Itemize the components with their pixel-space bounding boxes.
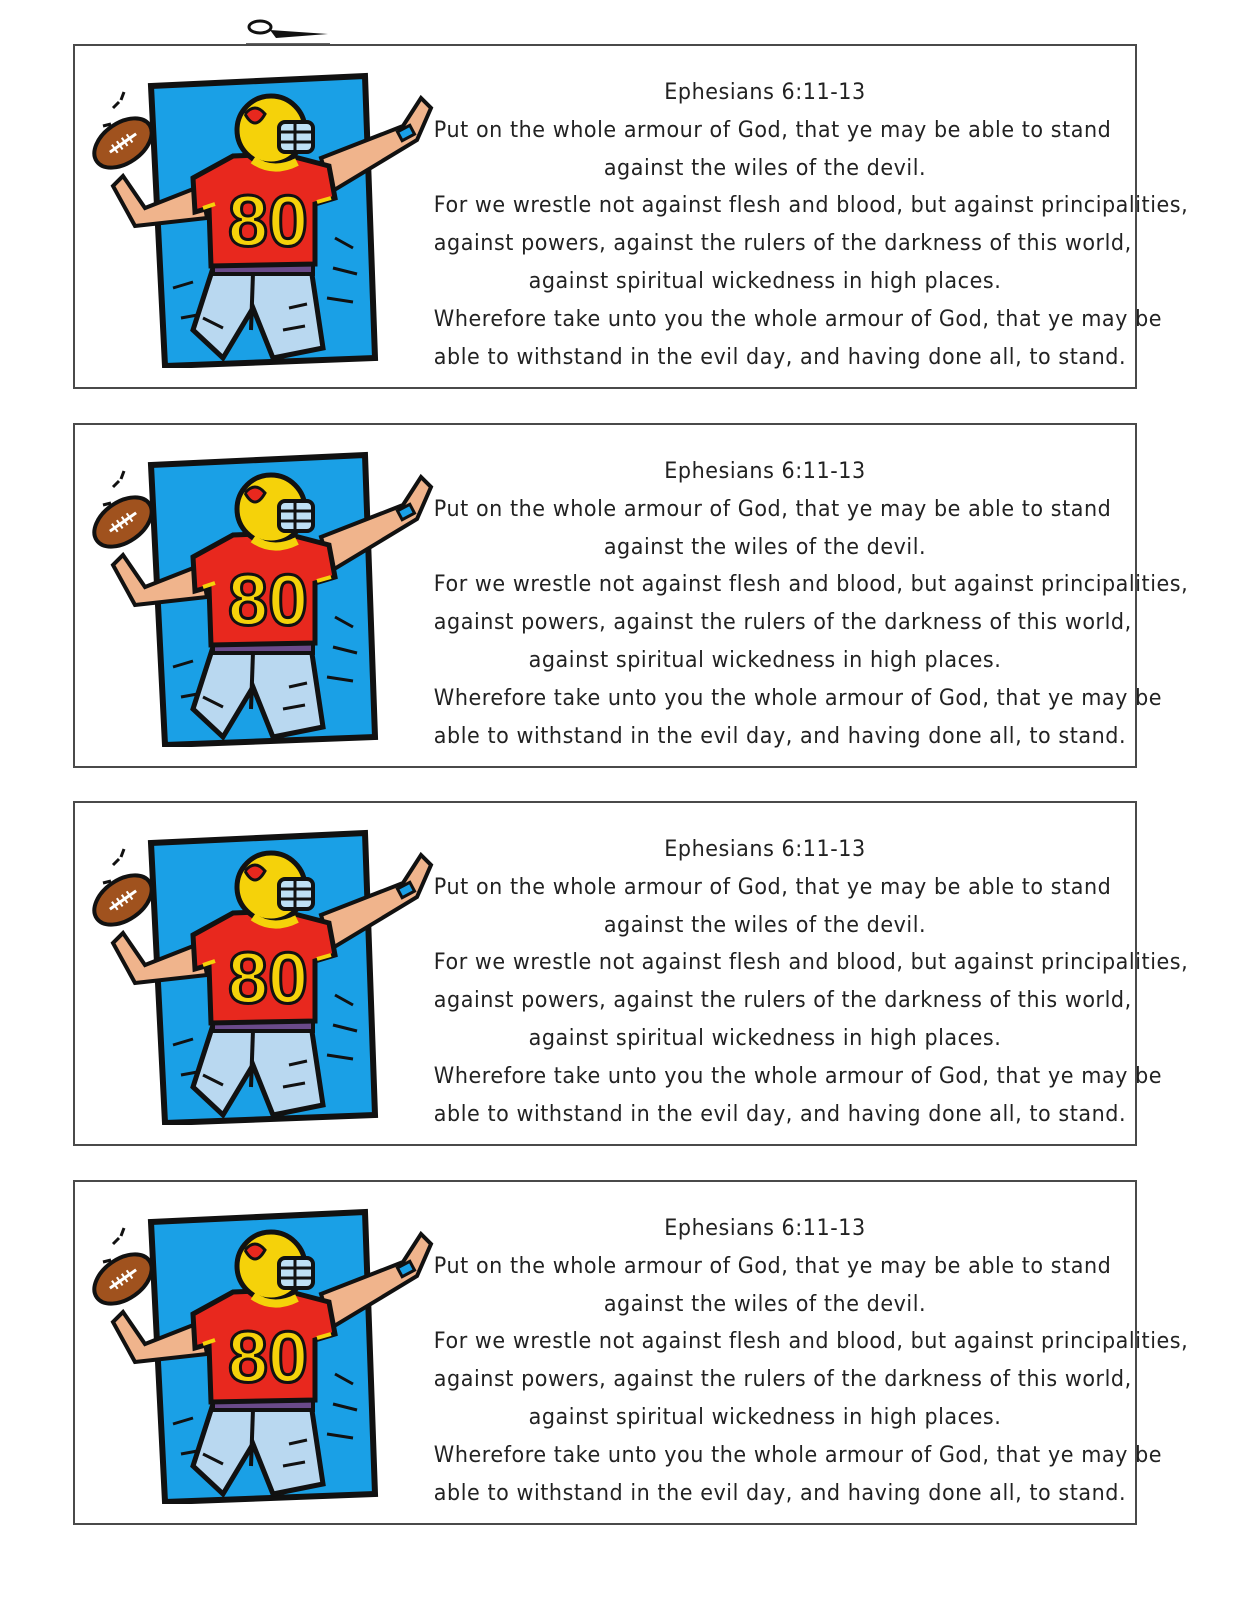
verse-line: able to withstand in the evil day, and having done all, to stand. — [433, 1100, 1127, 1127]
football-player-illustration — [83, 68, 443, 368]
verse-line: Wherefore take unto you the whole armour of God, that ye may be — [433, 684, 1163, 711]
verse-line: able to withstand in the evil day, and having done all, to stand. — [433, 722, 1127, 749]
verse-reference: Ephesians 6:11-13 — [664, 1215, 866, 1241]
verse-line: Wherefore take unto you the whole armour of God, that ye may be — [433, 1062, 1163, 1089]
verse-line: against spiritual wickedness in high places. — [528, 1403, 1002, 1430]
verse-line: For we wrestle not against flesh and blood, but against principalities, — [433, 949, 1189, 976]
svg-text:80: 80 — [227, 939, 309, 1019]
verse-line: against spiritual wickedness in high places. — [528, 646, 1002, 673]
verse-card-3 — [73, 801, 1189, 1146]
verse-line: Wherefore take unto you the whole armour of God, that ye may be — [433, 1441, 1163, 1468]
verse-line: against the wiles of the devil. — [603, 533, 927, 560]
verse-line: against powers, against the rulers of the darkness of this world, — [433, 1366, 1132, 1393]
verse-line: For we wrestle not against flesh and blood, but against principalities, — [433, 1328, 1189, 1355]
svg-text:80: 80 — [227, 1318, 309, 1398]
verse-line: For we wrestle not against flesh and blood, but against principalities, — [433, 571, 1189, 598]
svg-text:80: 80 — [227, 561, 309, 641]
verse-card-1 — [73, 44, 1189, 389]
verse-line: Wherefore take unto you the whole armour of God, that ye may be — [433, 305, 1163, 332]
football-player-illustration — [83, 1204, 443, 1504]
verse-text — [433, 74, 1189, 376]
verse-line: Put on the whole armour of God, that ye may be able to stand — [433, 873, 1112, 900]
verse-card-2 — [73, 423, 1189, 768]
verse-text — [433, 831, 1189, 1133]
football-player-illustration — [83, 825, 443, 1125]
verse-line: against the wiles of the devil. — [603, 1290, 927, 1317]
verse-reference: Ephesians 6:11-13 — [664, 836, 866, 862]
verse-line: against powers, against the rulers of the darkness of this world, — [433, 987, 1132, 1014]
football-player-illustration — [83, 447, 443, 747]
verse-text — [433, 1210, 1189, 1512]
verse-line: Put on the whole armour of God, that ye may be able to stand — [433, 1252, 1112, 1279]
verse-line: able to withstand in the evil day, and having done all, to stand. — [433, 1479, 1127, 1506]
verse-reference: Ephesians 6:11-13 — [664, 458, 866, 484]
verse-line: against spiritual wickedness in high places. — [528, 1024, 1002, 1051]
verse-reference: Ephesians 6:11-13 — [664, 79, 866, 105]
svg-text:80: 80 — [227, 182, 309, 262]
verse-card-4 — [73, 1180, 1189, 1525]
verse-line: against the wiles of the devil. — [603, 154, 927, 181]
verse-line: For we wrestle not against flesh and blood, but against principalities, — [433, 192, 1189, 219]
verse-line: able to withstand in the evil day, and having done all, to stand. — [433, 343, 1127, 370]
verse-line: against powers, against the rulers of the darkness of this world, — [433, 609, 1132, 636]
verse-line: against the wiles of the devil. — [603, 911, 927, 938]
verse-text — [433, 453, 1189, 755]
verse-line: Put on the whole armour of God, that ye may be able to stand — [433, 116, 1112, 143]
verse-line: against spiritual wickedness in high places. — [528, 267, 1002, 294]
verse-line: Put on the whole armour of God, that ye may be able to stand — [433, 495, 1112, 522]
verse-line: against powers, against the rulers of the darkness of this world, — [433, 230, 1132, 257]
